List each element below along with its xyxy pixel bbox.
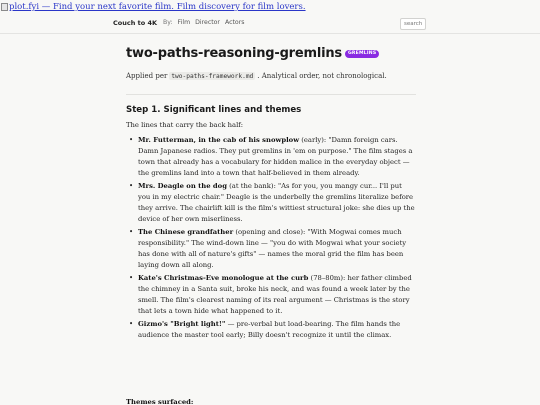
item-lead: Kate's Christmas-Eve monologue at the curb	[138, 274, 309, 282]
search-input[interactable]	[400, 18, 426, 30]
top-banner	[0, 0, 306, 14]
site-brand[interactable]: Couch to 4K	[113, 19, 158, 27]
title-row	[126, 46, 416, 61]
themes-heading: Themes surfaced:	[126, 398, 194, 405]
step1-intro: The lines that carry the back half:	[126, 121, 244, 129]
list-item	[126, 227, 416, 271]
page-meta	[126, 72, 416, 80]
step1-heading: Step 1. Significant lines and themes	[126, 105, 302, 115]
meta-suffix: . Analytical order, not chronological.	[257, 72, 387, 80]
search-placeholder: search	[404, 21, 423, 27]
item-lead: Mr. Futterman, in the cab of his snowplow	[138, 136, 300, 144]
banner-link[interactable]: plot.fyi — Find your next favorite film. Film discovery for film lovers.	[9, 2, 306, 12]
item-lead: Gizmo's "Bright light!"	[138, 320, 226, 328]
page-title: two-paths-reasoning-gremlins	[126, 46, 342, 61]
framework-file-code: two-paths-framework.md	[171, 72, 254, 80]
broken-image-icon	[1, 3, 8, 11]
by-nav	[163, 19, 245, 26]
film-badge[interactable]: GREMLINS	[345, 50, 379, 58]
meta-prefix: Applied per	[126, 72, 168, 80]
nav-link-director[interactable]: Director	[195, 19, 220, 26]
item-text: (at the bank): "As for you, you mangy cur... I'll put you in my electric chair." Deagle is the underbelly the gremlins literalize before they arrive. The chairlift kill is the film's wittiest structural joke: she dies up the device of her own miserliness.	[138, 182, 415, 223]
list-item	[126, 319, 416, 341]
by-label: By:	[163, 19, 173, 26]
list-item	[126, 135, 416, 179]
section-divider	[126, 94, 416, 95]
list-item	[126, 181, 416, 225]
significant-lines-list	[126, 135, 416, 341]
item-text: (78–80m): her father climbed the chimney in a Santa suit, broke his neck, and was found a week later by the smell. The film's clearest naming of its real argument — Christmas is the story that lets a town hide what happened to it.	[138, 274, 412, 315]
top-nav	[0, 14, 540, 34]
nav-link-film[interactable]: Film	[177, 19, 191, 26]
item-lead: Mrs. Deagle on the dog	[138, 182, 227, 190]
nav-link-actors[interactable]: Actors	[224, 19, 245, 26]
item-text: (opening and close): "With Mogwai comes much responsibility." The wind-down line — "you do with Mogwai what your society has done with all of nature's gifts" — names the moral grid the film has been laying down all along.	[138, 228, 407, 269]
item-lead: The Chinese grandfather	[138, 228, 234, 236]
item-text: — pre-verbal but load-bearing. The film hands the audience the master tool early; Billy doesn't recognize it until the climax.	[138, 320, 401, 339]
list-item	[126, 273, 416, 317]
item-text: (early): "Damn foreign cars. Damn Japanese radios. They put gremlins in 'em on purpose." The film stages a town that already has a vocabulary for hidden malice in the everyday object — the gremlins land into a town that half-believed in them already.	[138, 136, 413, 177]
main-content	[126, 46, 416, 343]
